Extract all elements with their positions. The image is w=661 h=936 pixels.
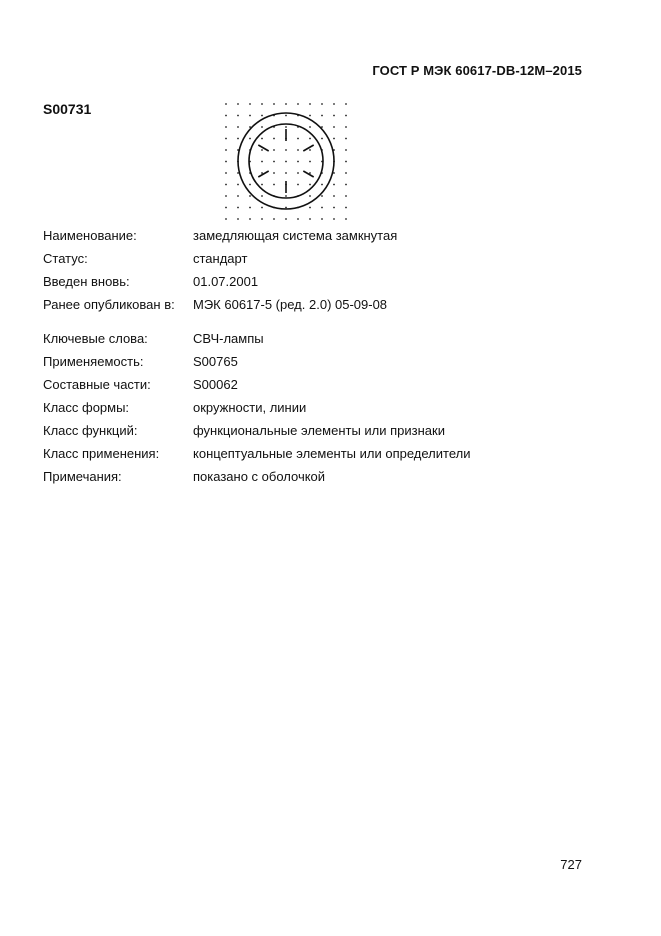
field-label: Ранее опубликован в: [43, 297, 175, 312]
grid-dots [225, 103, 347, 220]
field-label: Примечания: [43, 469, 122, 484]
field-label: Наименование: [43, 228, 137, 243]
field-value: 01.07.2001 [193, 274, 259, 289]
field-label: Ключевые слова: [43, 331, 148, 346]
field-value: МЭК 60617-5 (ред. 2.0) 05-09-08 [193, 297, 388, 312]
field-label: Составные части: [43, 377, 151, 392]
page-number: 727 [560, 857, 582, 872]
field-label: Применяемость: [43, 354, 144, 369]
document-header: ГОСТ Р МЭК 60617-DB-12M–2015 [372, 63, 582, 78]
field-label: Введен вновь: [43, 274, 130, 289]
field-value: S00062 [193, 377, 238, 392]
field-value: СВЧ-лампы [193, 331, 264, 346]
symbol-code: S00731 [43, 101, 92, 117]
field-value: концептуальные элементы или определители [193, 446, 471, 461]
field-label: Статус: [43, 251, 88, 266]
field-value: показано с оболочкой [193, 469, 326, 484]
field-label: Класс функций: [43, 423, 138, 438]
field-value: S00765 [193, 354, 238, 369]
field-value: стандарт [193, 251, 248, 266]
field-value: функциональные элементы или признаки [193, 423, 445, 438]
field-value: окружности, линии [193, 400, 307, 415]
closed-slow-wave-structure-icon [220, 101, 350, 225]
field-value: замедляющая система замкнутая [193, 228, 398, 243]
field-label: Класс формы: [43, 400, 130, 415]
field-label: Класс применения: [43, 446, 160, 461]
